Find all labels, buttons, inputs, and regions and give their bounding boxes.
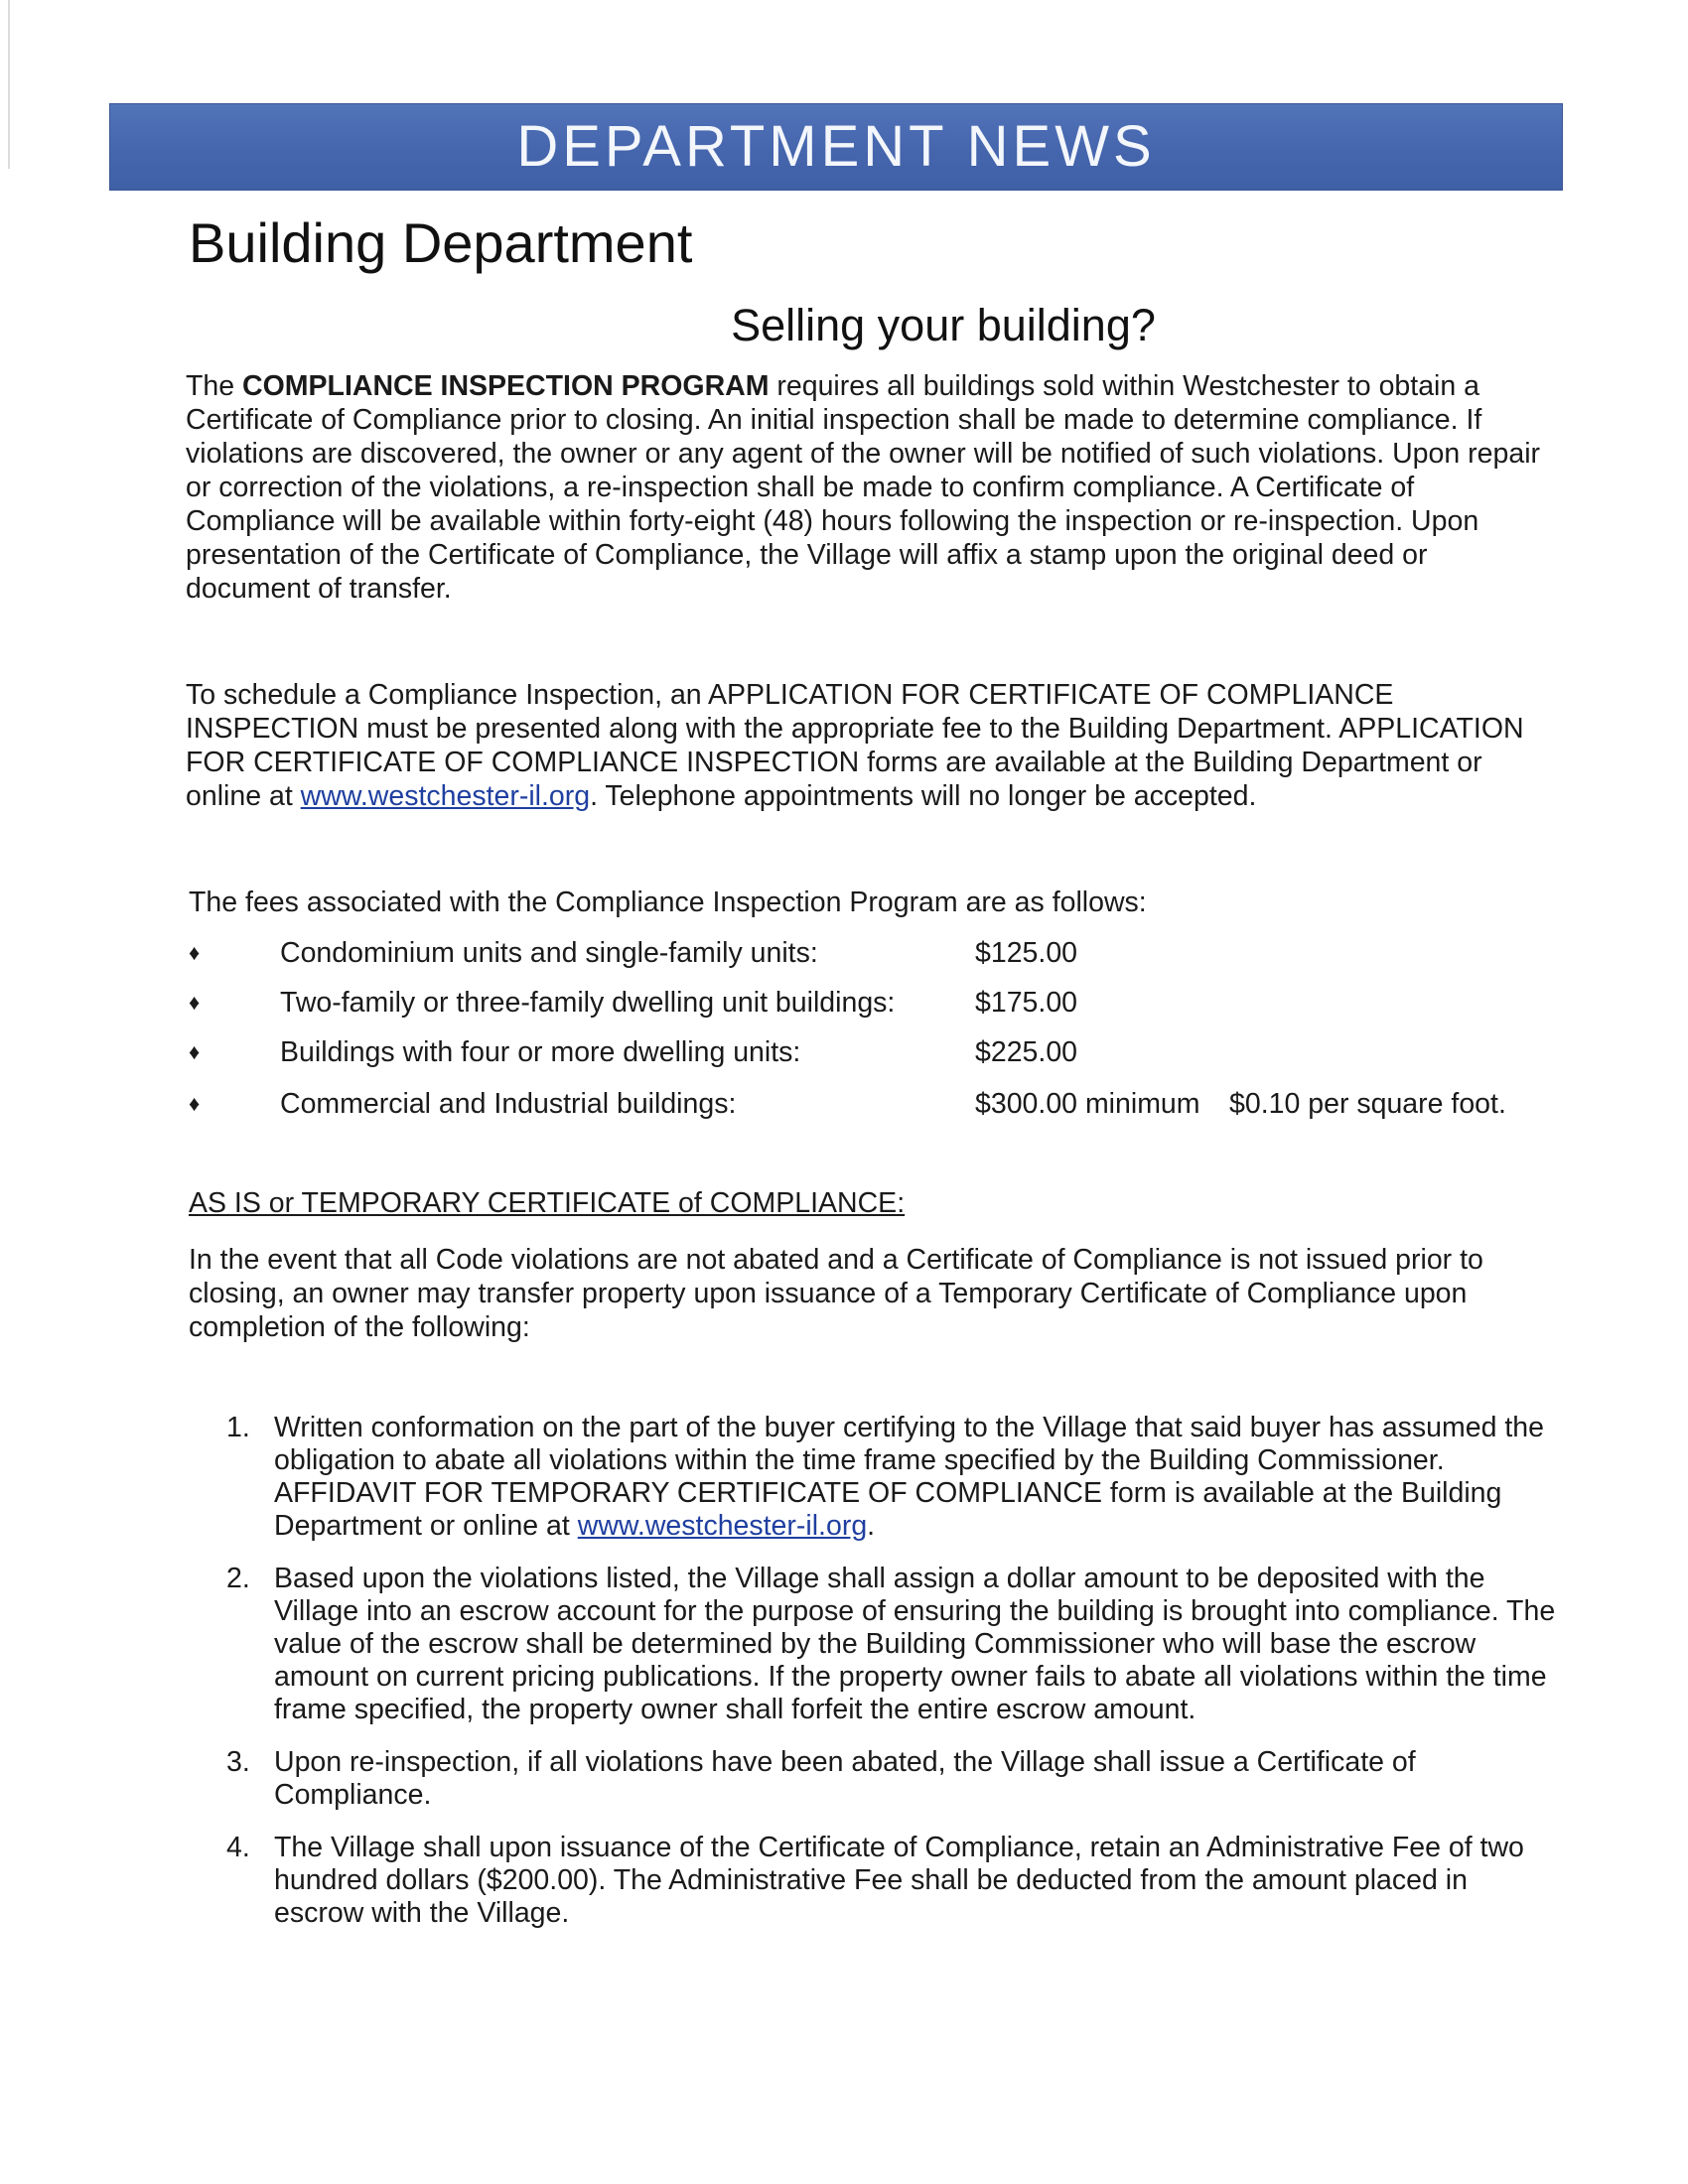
list-item-number: 2.	[226, 1563, 250, 1594]
department-news-banner	[109, 103, 1563, 191]
fee-label: Buildings with four or more dwelling units:	[280, 1036, 801, 1068]
intro-lead: The	[186, 370, 243, 402]
temporary-intro-paragraph: In the event that all Code violations are not abated and a Certificate of Compliance is not issued prior to closing, an owner may transfer property upon issuance of a Temporary Certificate of Compliance upon completion of the following:	[189, 1244, 1483, 1343]
fee-label: Condominium units and single-family units:	[280, 937, 818, 969]
fee-note: $0.10 per square foot.	[1229, 1088, 1506, 1120]
list-item-text: Written conformation on the part of the buyer certifying to the Village that said buyer has assumed the obligation to abate all violations within the time frame specified by the Building Commissioner. AFFIDAVIT FOR TEMPORARY CERTIFICATE OF COMPLIANCE form is available at the Building Department or online at	[274, 1412, 1545, 1542]
temporary-requirements-list	[226, 1412, 1557, 1950]
fees-intro: The fees associated with the Compliance Inspection Program are as follows:	[189, 887, 1147, 918]
intro-paragraph	[186, 369, 1556, 606]
fee-amount: $125.00	[975, 937, 1078, 969]
diamond-bullet-icon: ♦	[189, 990, 201, 1015]
fee-label: Two-family or three-family dwelling unit buildings:	[280, 987, 896, 1019]
list-item-number: 4.	[226, 1832, 250, 1863]
list-item	[226, 1563, 1557, 1726]
fee-label: Commercial and Industrial buildings:	[280, 1088, 737, 1120]
schedule-text: To schedule a Compliance Inspection, an APPLICATION FOR CERTIFICATE OF COMPLIANCE INSPECTION must be presented along with the appropriate fee to the Building Department. APPLICATION FOR CERTIFICATE OF COMPLIANCE INSPECTION forms are available at the Building Department or online at	[186, 679, 1524, 812]
list-item-number: 1.	[226, 1412, 250, 1443]
schedule-after: . Telephone appointments will no longer be accepted.	[590, 780, 1257, 812]
fee-row	[189, 933, 1579, 973]
list-item-number: 3.	[226, 1746, 250, 1778]
department-title: Building Department	[189, 211, 693, 274]
fee-row	[189, 1084, 1579, 1124]
temporary-certificate-heading: AS IS or TEMPORARY CERTIFICATE of COMPLIANCE:	[189, 1187, 906, 1219]
intro-rest: requires all buildings sold within Westchester to obtain a Certificate of Compliance prior to closing. An initial inspection shall be made to determine compliance. If violations are discovered, the owner or any agent of the owner will be notified of such violations. Upon repair or correction of the violations, a re-inspection shall be made to confirm compliance. A Certificate of Compliance will be available within forty-eight (48) hours following the inspection or re-inspection. Upon presentation of the Certificate of Compliance, the Village will affix a stamp upon the original deed or document of transfer.	[186, 370, 1541, 605]
fee-row	[189, 1032, 1579, 1072]
list-item	[226, 1412, 1557, 1543]
list-item-after: .	[867, 1510, 876, 1542]
schedule-paragraph	[186, 678, 1556, 813]
diamond-bullet-icon: ♦	[189, 940, 201, 965]
program-name: COMPLIANCE INSPECTION PROGRAM	[242, 370, 770, 402]
list-item	[226, 1746, 1557, 1812]
banner-title: DEPARTMENT NEWS	[516, 114, 1156, 179]
fee-amount: $175.00	[975, 987, 1078, 1019]
fee-row	[189, 983, 1579, 1023]
diamond-bullet-icon: ♦	[189, 1039, 201, 1064]
fee-amount: $300.00 minimum	[975, 1088, 1200, 1120]
list-item-text: The Village shall upon issuance of the Certificate of Compliance, retain an Administrative Fee of two hundred dollars ($200.00). The Administrative Fee shall be deducted from the amount placed in escrow with the Village.	[274, 1832, 1524, 1929]
website-link[interactable]: www.westchester-il.org	[300, 780, 591, 812]
article-subtitle: Selling your building?	[731, 300, 1156, 350]
list-item-text: Upon re-inspection, if all violations have been abated, the Village shall issue a Certificate of Compliance.	[274, 1746, 1416, 1811]
scan-edge-line	[8, 0, 10, 169]
list-item-text: Based upon the violations listed, the Village shall assign a dollar amount to be deposited with the Village into an escrow account for the purpose of ensuring the building is brought into compliance. The value of the escrow shall be determined by the Building Commissioner who will base the escrow amount on current pricing publications. If the property owner fails to abate all violations within the time frame specified, the property owner shall forfeit the entire escrow amount.	[274, 1563, 1556, 1725]
fee-amount: $225.00	[975, 1036, 1078, 1068]
website-link[interactable]: www.westchester-il.org	[577, 1510, 868, 1542]
list-item	[226, 1832, 1557, 1930]
diamond-bullet-icon: ♦	[189, 1091, 201, 1116]
